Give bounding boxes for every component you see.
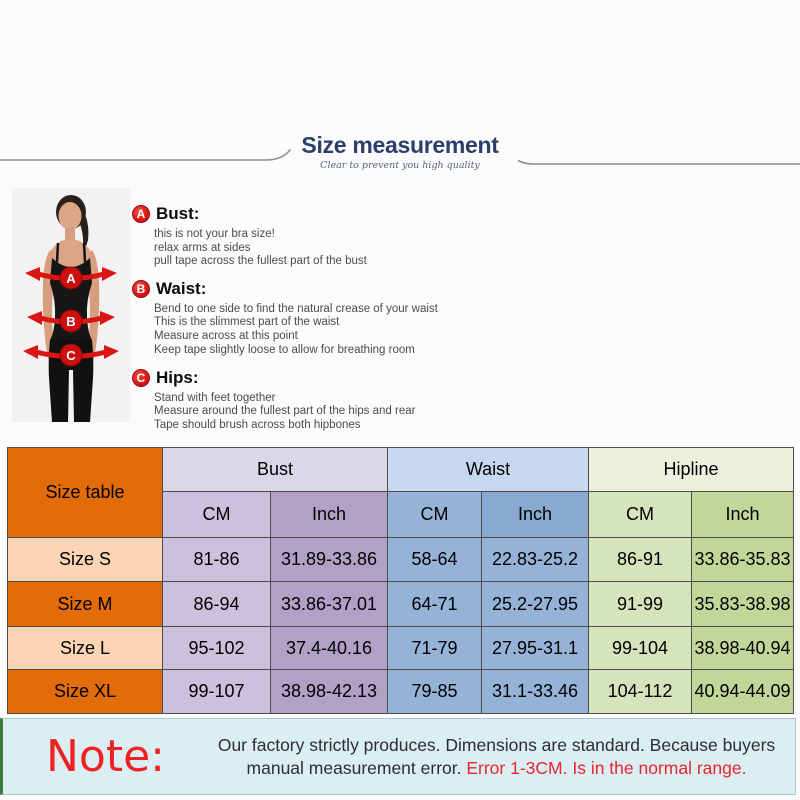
- hip-inch-header: Inch: [692, 492, 794, 538]
- instruction-line: Bend to one side to find the natural crease of your waist: [154, 302, 438, 315]
- size-cell: 64-71: [388, 582, 482, 627]
- waist-cm-header: CM: [388, 492, 482, 538]
- hips-badge-icon: C: [132, 369, 150, 387]
- size-cell: 38.98-40.94: [692, 627, 794, 670]
- measurement-instructions: [132, 204, 492, 442]
- table-row-size-xl: [8, 670, 794, 714]
- hipline-column-header: Hipline: [589, 448, 794, 492]
- size-row-label: Size XL: [8, 670, 163, 714]
- title-block: [0, 132, 800, 171]
- waist-section: [132, 279, 492, 358]
- note-line-2-red: Error 1-3CM. Is in the normal range.: [466, 757, 747, 778]
- bust-section: [132, 204, 492, 269]
- note-line-2: [208, 757, 785, 780]
- size-cell: 95-102: [163, 627, 271, 670]
- size-cell: 99-104: [589, 627, 692, 670]
- hips-heading: Hips:: [156, 367, 199, 387]
- instruction-line: pull tape across the fullest part of the bust: [154, 255, 367, 267]
- size-cell: 81-86: [163, 538, 271, 582]
- size-cell: 86-91: [589, 538, 692, 582]
- note-text: [208, 734, 795, 780]
- note-line-2-dark: manual measurement error.: [246, 757, 467, 778]
- size-cell: 91-99: [589, 582, 692, 627]
- marker-c-label: C: [66, 348, 76, 363]
- page-subtitle: Clear to prevent you high quality: [320, 160, 480, 171]
- size-table: [7, 447, 794, 714]
- waist-column-header: Waist: [388, 448, 589, 492]
- size-table-corner: Size table: [8, 448, 163, 538]
- table-row-size-l: [8, 627, 794, 670]
- note-line-1: Our factory strictly produces. Dimensions are standard. Because buyers: [217, 734, 776, 755]
- table-row-size-s: [8, 538, 794, 582]
- waist-heading: Waist:: [156, 278, 207, 298]
- size-cell: 99-107: [163, 670, 271, 714]
- size-cell: 104-112: [589, 670, 692, 714]
- marker-a-label: A: [66, 271, 76, 286]
- instruction-line: this is not your bra size!: [154, 228, 275, 240]
- instruction-line: This is the slimmest part of the waist: [154, 316, 340, 329]
- instruction-line: Measure around the fullest part of the hips and rear: [154, 405, 416, 418]
- bust-inch-header: Inch: [271, 492, 388, 538]
- size-cell: 71-79: [388, 627, 482, 670]
- hips-section: [132, 368, 492, 433]
- size-cell: 79-85: [388, 670, 482, 714]
- instruction-line: Stand with feet together: [154, 391, 276, 404]
- size-row-label: Size L: [8, 627, 163, 670]
- size-cell: 86-94: [163, 582, 271, 627]
- note-box: [0, 718, 796, 795]
- instruction-line: Keep tape slightly loose to allow for breathing room: [154, 343, 415, 356]
- bust-badge-icon: A: [132, 205, 150, 223]
- size-cell: 58-64: [388, 538, 482, 582]
- size-cell: 38.98-42.13: [271, 670, 388, 714]
- waist-badge-icon: B: [132, 280, 150, 298]
- hip-cm-header: CM: [589, 492, 692, 538]
- bust-column-header: Bust: [163, 448, 388, 492]
- size-cell: 25.2-27.95: [482, 582, 589, 627]
- note-label: Note:: [46, 730, 165, 782]
- size-row-label: Size S: [8, 538, 163, 582]
- size-cell: 33.86-37.01: [271, 582, 388, 627]
- size-cell: 35.83-38.98: [692, 582, 794, 627]
- instruction-line: relax arms at sides: [154, 241, 251, 254]
- size-cell: 37.4-40.16: [271, 627, 388, 670]
- instruction-line: Measure across at this point: [154, 330, 298, 343]
- instruction-line: Tape should brush across both hipbones: [154, 418, 361, 431]
- size-cell: 27.95-31.1: [482, 627, 589, 670]
- size-cell: 22.83-25.2: [482, 538, 589, 582]
- size-row-label: Size M: [8, 582, 163, 627]
- waist-inch-header: Inch: [482, 492, 589, 538]
- bust-cm-header: CM: [163, 492, 271, 538]
- table-row-size-m: [8, 582, 794, 627]
- size-cell: 33.86-35.83: [692, 538, 794, 582]
- marker-b-label: B: [66, 314, 76, 329]
- size-cell: 40.94-44.09: [692, 670, 794, 714]
- size-cell: 31.89-33.86: [271, 538, 388, 582]
- page-title: Size measurement: [301, 132, 499, 158]
- bust-heading: Bust:: [156, 204, 200, 223]
- model-photo: [12, 188, 130, 422]
- size-cell: 31.1-33.46: [482, 670, 589, 714]
